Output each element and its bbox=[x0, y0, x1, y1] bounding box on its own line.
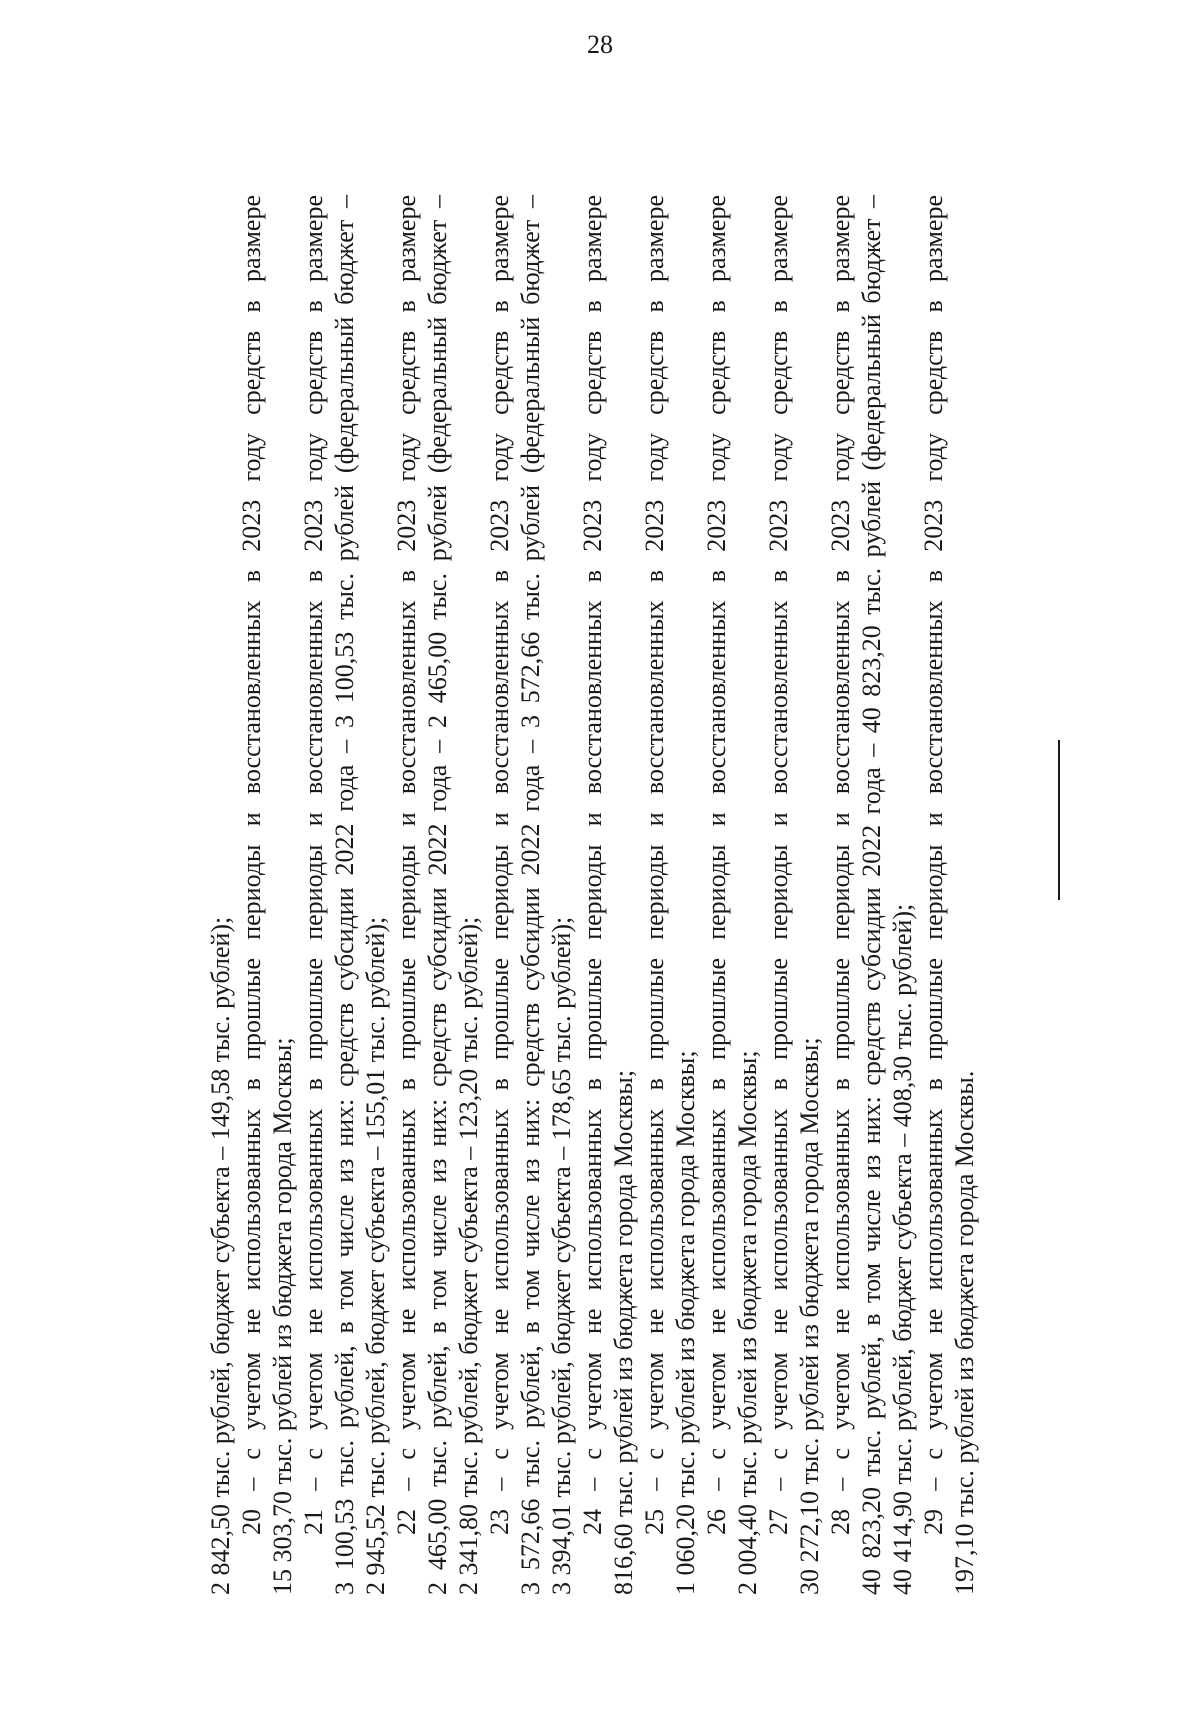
footnote-line: 40 823,20 тыс. рублей, в том числе из них: средств субсидии 2022 года – 40 823,20 тыс. рублей (федеральный бюджет – bbox=[857, 195, 886, 1595]
footnote-line: 197,10 тыс. рублей из бюджета города Москвы. bbox=[950, 1070, 979, 1595]
footnote-line: 3 394,01 тыс. рублей, бюджет субъекта – 178,65 тыс. рублей); bbox=[547, 916, 576, 1595]
footnote-line: 15 303,70 тыс. рублей из бюджета города Москвы; bbox=[268, 1037, 297, 1595]
footnote-line: 30 272,10 тыс. рублей из бюджета города Москвы; bbox=[795, 1037, 824, 1595]
footnote-line: 24 – с учетом не использованных в прошлые периоды и восстановленных в 2023 году средств в размере bbox=[578, 195, 607, 1535]
footnote-line: 1 060,20 тыс. рублей из бюджета города Москвы; bbox=[671, 1050, 700, 1595]
footnote-line: 2 004,40 тыс. рублей из бюджета города Москвы; bbox=[733, 1050, 762, 1595]
page-number: 28 bbox=[587, 30, 613, 59]
footnote-line: 22 – с учетом не использованных в прошлые периоды и восстановленных в 2023 году средств в размере bbox=[392, 195, 421, 1535]
footnotes-block bbox=[205, 195, 979, 1595]
footnote-line: 816,60 тыс. рублей из бюджета города Москвы; bbox=[609, 1069, 638, 1595]
footnote-line: 29 – с учетом не использованных в прошлые периоды и восстановленных в 2023 году средств в размере bbox=[919, 195, 948, 1535]
footnote-line: 40 414,90 тыс. рублей, бюджет субъекта – 408,30 тыс. рублей); bbox=[888, 903, 917, 1595]
footnote-line: 2 465,00 тыс. рублей, в том числе из них: средств субсидии 2022 года – 2 465,00 тыс. рублей (федеральный бюджет – bbox=[423, 195, 452, 1595]
footnote-line: 2 842,50 тыс. рублей, бюджет субъекта – 149,58 тыс. рублей); bbox=[206, 916, 235, 1595]
footnote-line: 3 572,66 тыс. рублей, в том числе из них: средств субсидии 2022 года – 3 572,66 тыс. рублей (федеральный бюджет – bbox=[516, 195, 545, 1595]
footnote-line: 25 – с учетом не использованных в прошлые периоды и восстановленных в 2023 году средств в размере bbox=[640, 195, 669, 1535]
footnote-line: 2 945,52 тыс. рублей, бюджет субъекта – 155,01 тыс. рублей); bbox=[361, 916, 390, 1595]
footnote-line: 23 – с учетом не использованных в прошлые периоды и восстановленных в 2023 году средств в размере bbox=[485, 195, 514, 1535]
footnote-line: 20 – с учетом не использованных в прошлые периоды и восстановленных в 2023 году средств в размере bbox=[237, 195, 266, 1535]
footnote-line: 26 – с учетом не использованных в прошлые периоды и восстановленных в 2023 году средств в размере bbox=[702, 195, 731, 1535]
footnote-line: 28 – с учетом не использованных в прошлые периоды и восстановленных в 2023 году средств в размере bbox=[826, 195, 855, 1535]
footnote-line: 27 – с учетом не использованных в прошлые периоды и восстановленных в 2023 году средств в размере bbox=[764, 195, 793, 1535]
separator-line bbox=[1058, 740, 1060, 900]
footnote-line: 21 – с учетом не использованных в прошлые периоды и восстановленных в 2023 году средств в размере bbox=[299, 195, 328, 1535]
footnote-line: 2 341,80 тыс. рублей, бюджет субъекта – 123,20 тыс. рублей); bbox=[454, 916, 483, 1595]
footnote-line: 3 100,53 тыс. рублей, в том числе из них: средств субсидии 2022 года – 3 100,53 тыс. рублей (федеральный бюджет – bbox=[330, 195, 359, 1595]
